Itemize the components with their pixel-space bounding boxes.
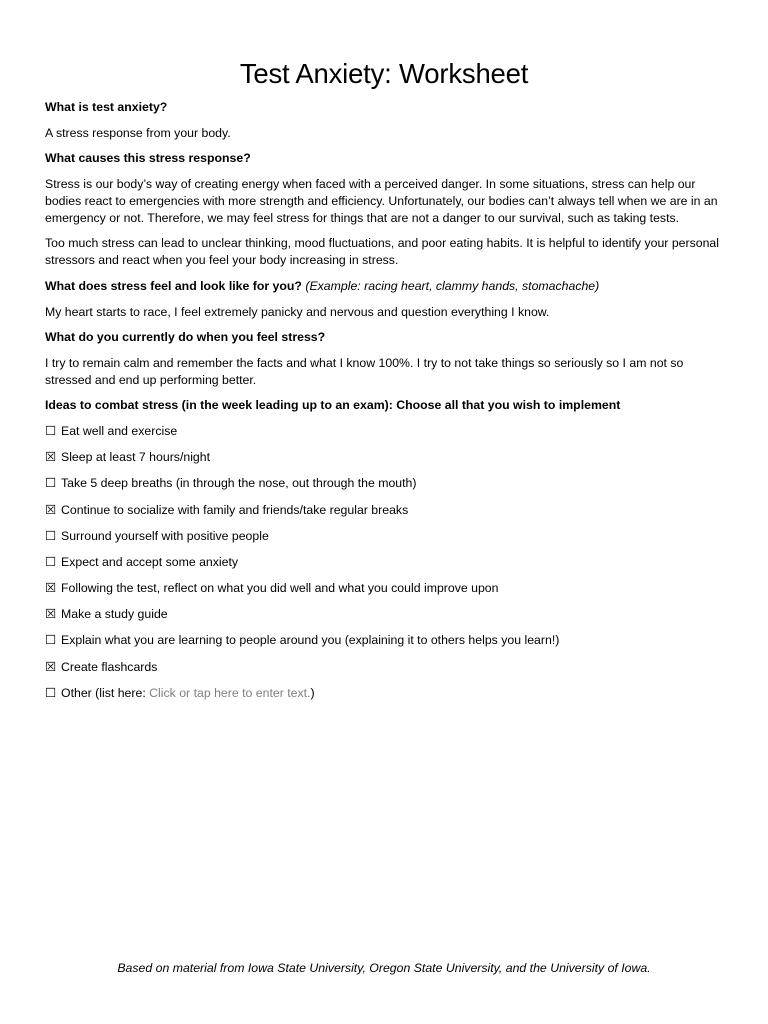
question-ideas-combat-stress: Ideas to combat stress (in the week leading up to an exam): Choose all that you wish to implement bbox=[45, 398, 621, 413]
checkbox-label: Following the test, reflect on what you did well and what you could improve upon bbox=[61, 581, 499, 596]
other-label-prefix: Other (list here: bbox=[61, 685, 150, 700]
checkbox-icon[interactable]: ☐ bbox=[45, 476, 57, 491]
checkbox-icon[interactable]: ☒ bbox=[45, 502, 57, 517]
checkbox-item[interactable] bbox=[45, 423, 725, 440]
other-text-field[interactable]: Click or tap here to enter text. bbox=[149, 685, 311, 700]
checkbox-item[interactable] bbox=[45, 554, 725, 571]
checkbox-item[interactable] bbox=[45, 502, 725, 519]
checkbox-label: Sleep at least 7 hours/night bbox=[61, 450, 211, 465]
footer-attribution: Based on material from Iowa State University, Oregon State University, and the University of Iowa. bbox=[117, 961, 651, 975]
checkbox-icon[interactable]: ☐ bbox=[45, 528, 57, 543]
checkbox-item[interactable] bbox=[45, 449, 725, 466]
page-title: Test Anxiety: Worksheet bbox=[239, 58, 529, 89]
question-stress-feel-text: What does stress feel and look like for you? bbox=[45, 278, 302, 293]
checkbox-label: Eat well and exercise bbox=[61, 423, 178, 438]
question-stress-feel bbox=[45, 278, 725, 295]
checkbox-label: Explain what you are learning to people around you (explaining it to others helps you learn!) bbox=[61, 633, 560, 648]
checkbox-icon[interactable]: ☒ bbox=[45, 607, 57, 622]
checkbox-icon[interactable]: ☒ bbox=[45, 581, 57, 596]
checkbox-item[interactable] bbox=[45, 475, 725, 492]
checkbox-item[interactable] bbox=[45, 632, 725, 649]
question-what-is-test-anxiety: What is test anxiety? bbox=[45, 100, 168, 114]
checkbox-list bbox=[45, 423, 725, 702]
answer-causes-paragraph-1: Stress is our body’s way of creating energy when faced with a perceived danger. In some situations, stress can help our bodies react to emergencies with more strength and efficiency. Unfortunately, our bodies can’t always tell when we are in an emergency or not. Therefore, we may feel stress for things that are not a danger to our survival, such as taking tests. bbox=[45, 176, 718, 225]
checkbox-label: Expect and accept some anxiety bbox=[61, 554, 239, 569]
checkbox-item-other[interactable] bbox=[45, 685, 725, 702]
checkbox-label: Continue to socialize with family and friends/take regular breaks bbox=[61, 502, 409, 517]
answer-causes-paragraph-2: Too much stress can lead to unclear thinking, mood fluctuations, and poor eating habits. It is helpful to identify your personal stressors and react when you feel your body increasing in stress. bbox=[45, 236, 719, 268]
checkbox-label: Surround yourself with positive people bbox=[61, 528, 269, 543]
checkbox-item[interactable] bbox=[45, 606, 725, 623]
answer-current-response: I try to remain calm and remember the facts and what I know 100%. I try to not take things so seriously so I am not so stressed and end up performing better. bbox=[45, 355, 684, 387]
answer-stress-feel: My heart starts to race, I feel extremely panicky and nervous and question everything I know. bbox=[45, 304, 550, 319]
worksheet-body bbox=[45, 99, 725, 711]
checkbox-icon[interactable]: ☐ bbox=[45, 554, 57, 569]
answer-what-is-test-anxiety: A stress response from your body. bbox=[45, 125, 231, 140]
question-stress-feel-example: (Example: racing heart, clammy hands, stomachache) bbox=[305, 278, 600, 293]
checkbox-item[interactable] bbox=[45, 528, 725, 545]
checkbox-label: Create flashcards bbox=[61, 659, 158, 674]
question-causes: What causes this stress response? bbox=[45, 151, 251, 166]
checkbox-label: Make a study guide bbox=[61, 607, 168, 622]
question-current-response: What do you currently do when you feel stress? bbox=[45, 330, 326, 345]
checkbox-item[interactable] bbox=[45, 580, 725, 597]
checkbox-icon[interactable]: ☐ bbox=[45, 423, 57, 438]
checkbox-icon[interactable]: ☐ bbox=[45, 685, 57, 700]
other-label-suffix: ) bbox=[310, 685, 315, 700]
checkbox-icon[interactable]: ☒ bbox=[45, 659, 57, 674]
checkbox-icon[interactable]: ☐ bbox=[45, 633, 57, 648]
checkbox-item[interactable] bbox=[45, 659, 725, 676]
checkbox-label: Take 5 deep breaths (in through the nose, out through the mouth) bbox=[61, 476, 417, 491]
checkbox-icon[interactable]: ☒ bbox=[45, 450, 57, 465]
